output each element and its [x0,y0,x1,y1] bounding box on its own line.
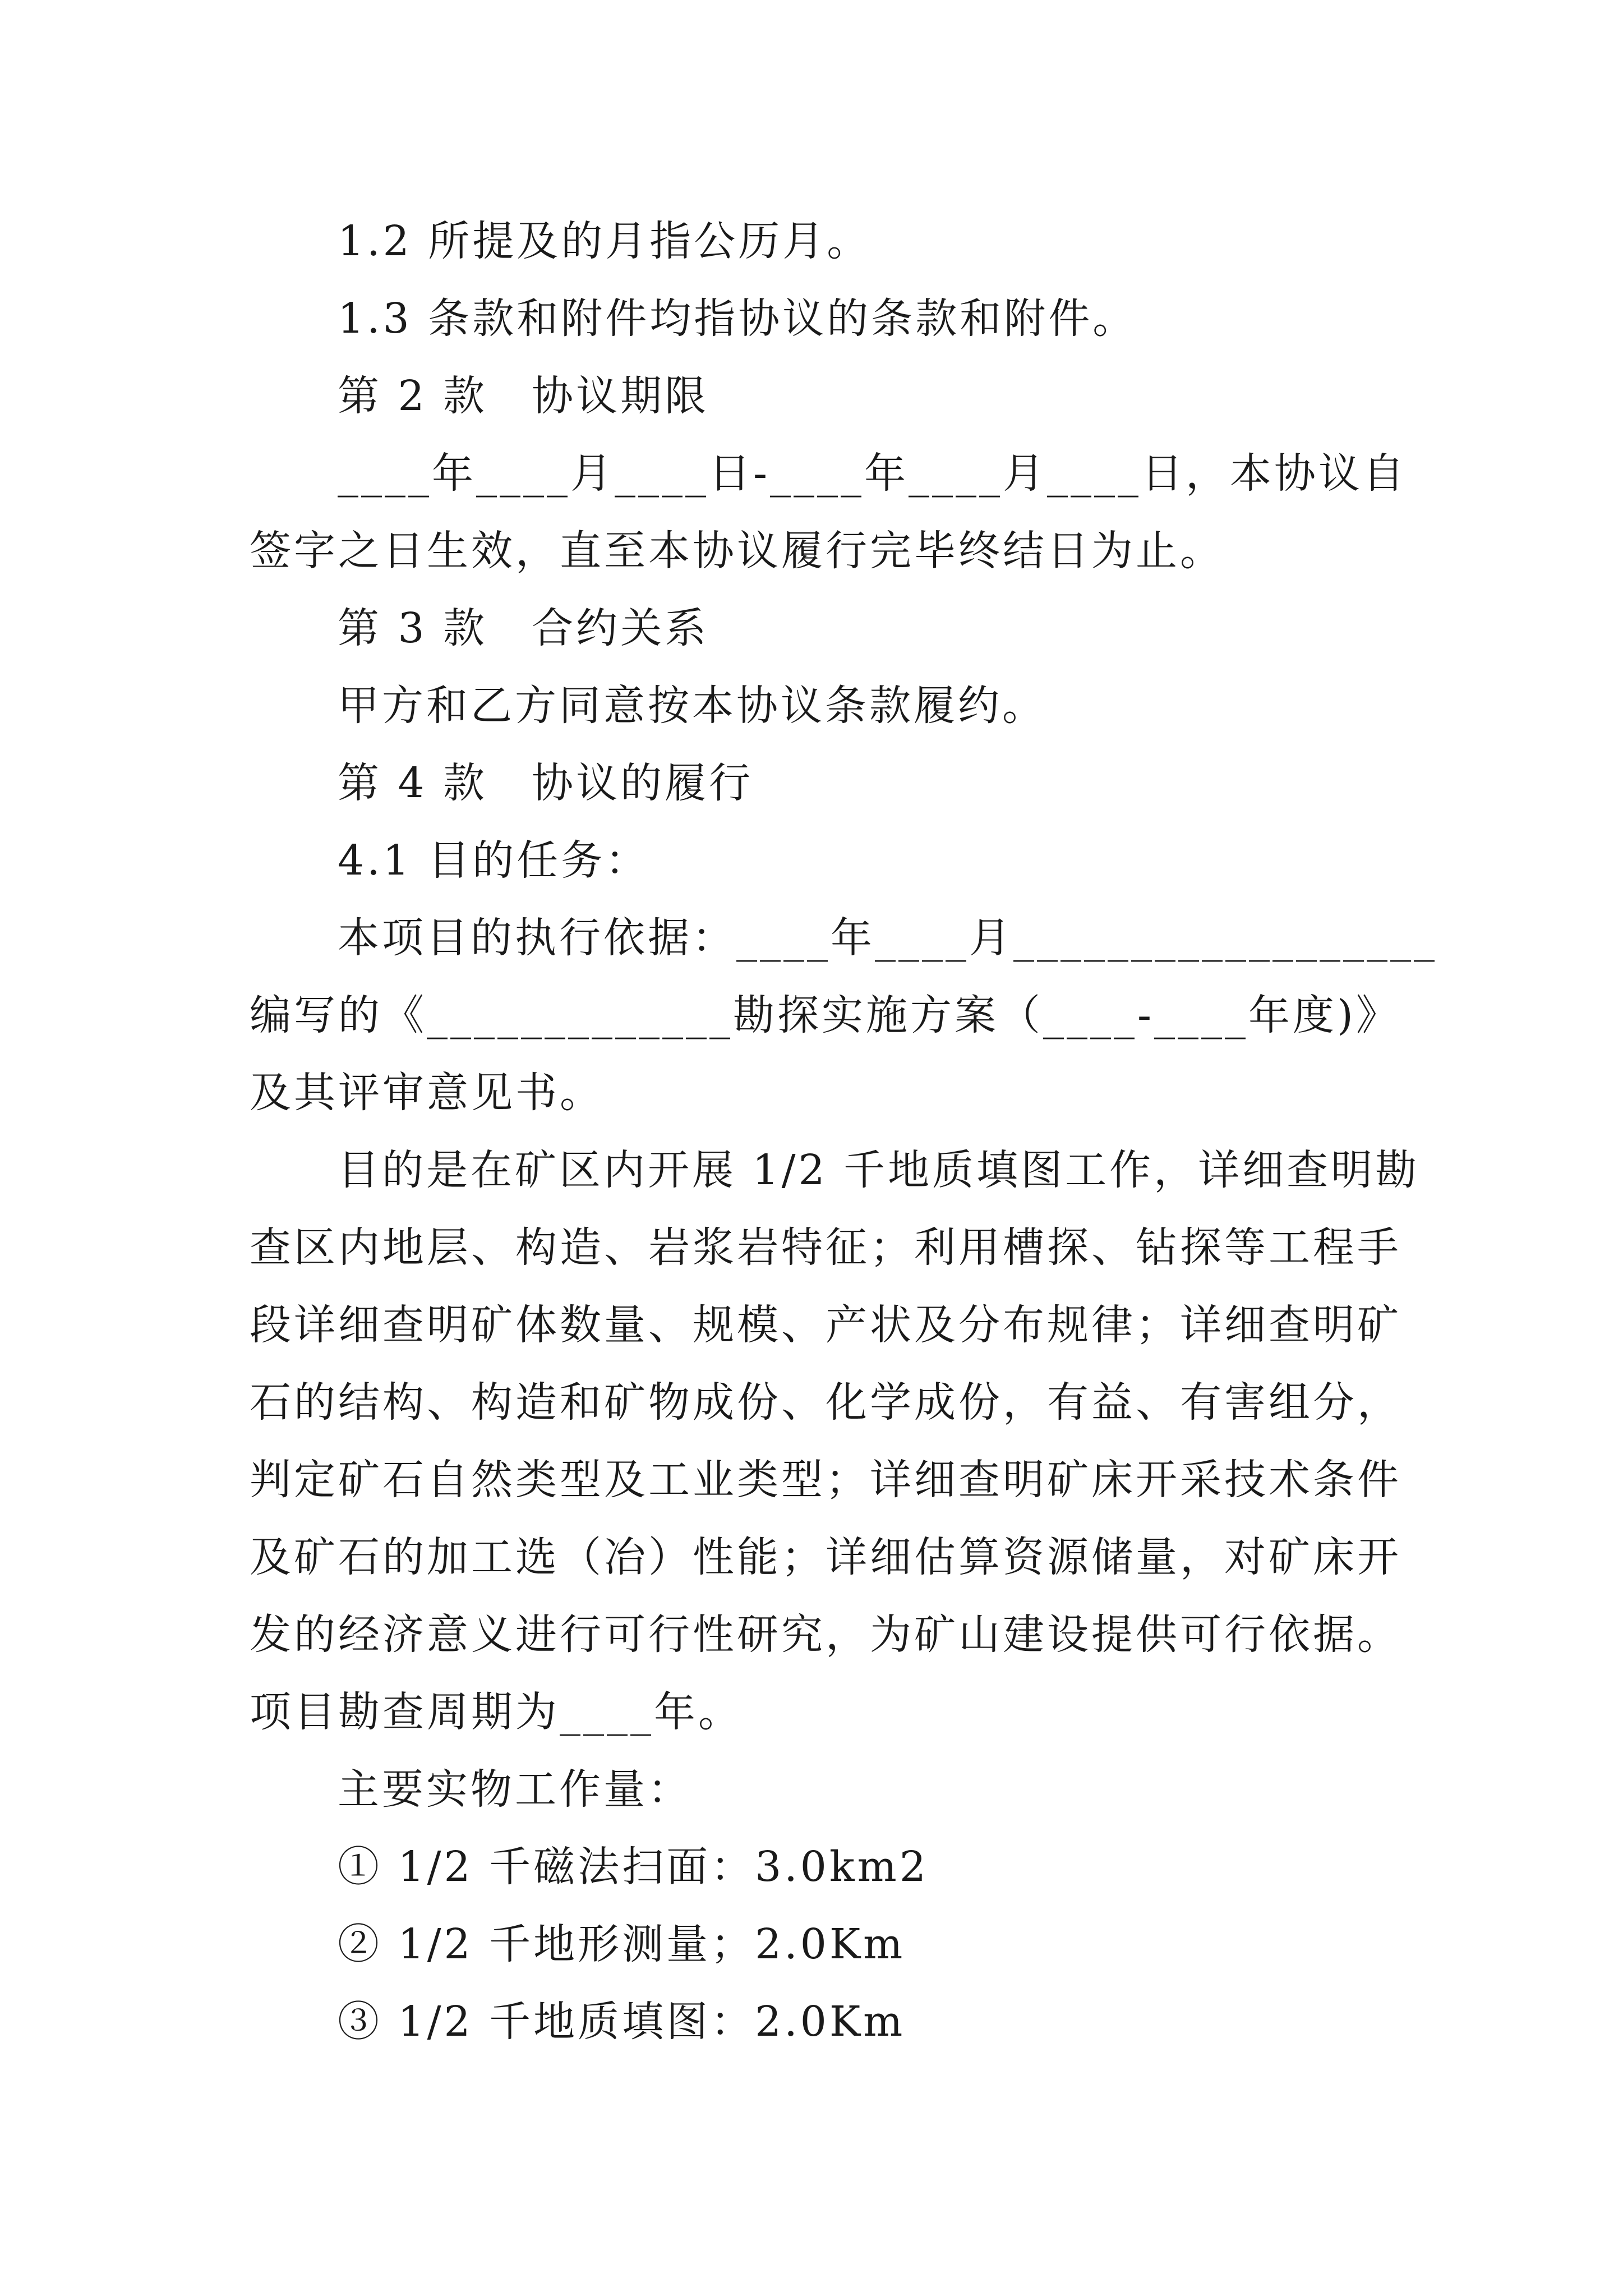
basis-line-1: 本项目的执行依据：____年____月__________________ [338,914,1437,962]
purpose-paragraph-line-5: 判定矿石自然类型及工业类型；详细查明矿床开采技术条件 [250,1456,1401,1504]
heading-clause-2: 第 2 款 协议期限 [338,372,709,420]
workload-item-3: ③ 1/2 千地质填图：2.0Km [338,1998,906,2046]
basis-line-3: 及其评审意见书。 [250,1069,604,1117]
purpose-paragraph-line-3: 段详细查明矿体数量、规模、产状及分布规律；详细查明矿 [250,1301,1401,1349]
clause-1-3: 1.3 条款和附件均指协议的条款和附件。 [338,295,1137,343]
term-date-range: ____年____月____日-____年____月____日，本协议自 [338,449,1408,498]
heading-clause-3: 第 3 款 合约关系 [338,604,709,652]
contract-relation-text: 甲方和乙方同意按本协议条款履约。 [338,682,1046,730]
heading-clause-4: 第 4 款 协议的履行 [338,759,754,807]
purpose-paragraph-line-6: 及矿石的加工选（冶）性能；详细估算资源储量，对矿床开 [250,1533,1401,1581]
basis-line-2: 编写的《_____________勘探实施方案（____-____年度)》 [250,991,1400,1039]
workload-heading: 主要实物工作量： [338,1765,692,1814]
workload-item-2: ② 1/2 千地形测量；2.0Km [338,1920,906,1968]
workload-item-1: ① 1/2 千磁法扫面：3.0km2 [338,1843,929,1891]
clause-1-2: 1.2 所提及的月指公历月。 [338,217,872,265]
purpose-paragraph-line-1: 目的是在矿区内开展 1/2 千地质填图工作，详细查明勘 [338,1146,1420,1194]
project-period-line: 项目勘查周期为____年。 [250,1688,743,1736]
purpose-paragraph-line-2: 查区内地层、构造、岩浆岩特征；利用槽探、钻探等工程手 [250,1223,1401,1272]
purpose-paragraph-line-4: 石的结构、构造和矿物成份、化学成份，有益、有害组分， [250,1378,1401,1427]
subheading-4-1: 4.1 目的任务： [338,836,650,885]
purpose-paragraph-line-7: 发的经济意义进行可行性研究，为矿山建设提供可行依据。 [250,1611,1401,1659]
term-effective-text: 签字之日生效，直至本协议履行完毕终结日为止。 [250,527,1224,575]
